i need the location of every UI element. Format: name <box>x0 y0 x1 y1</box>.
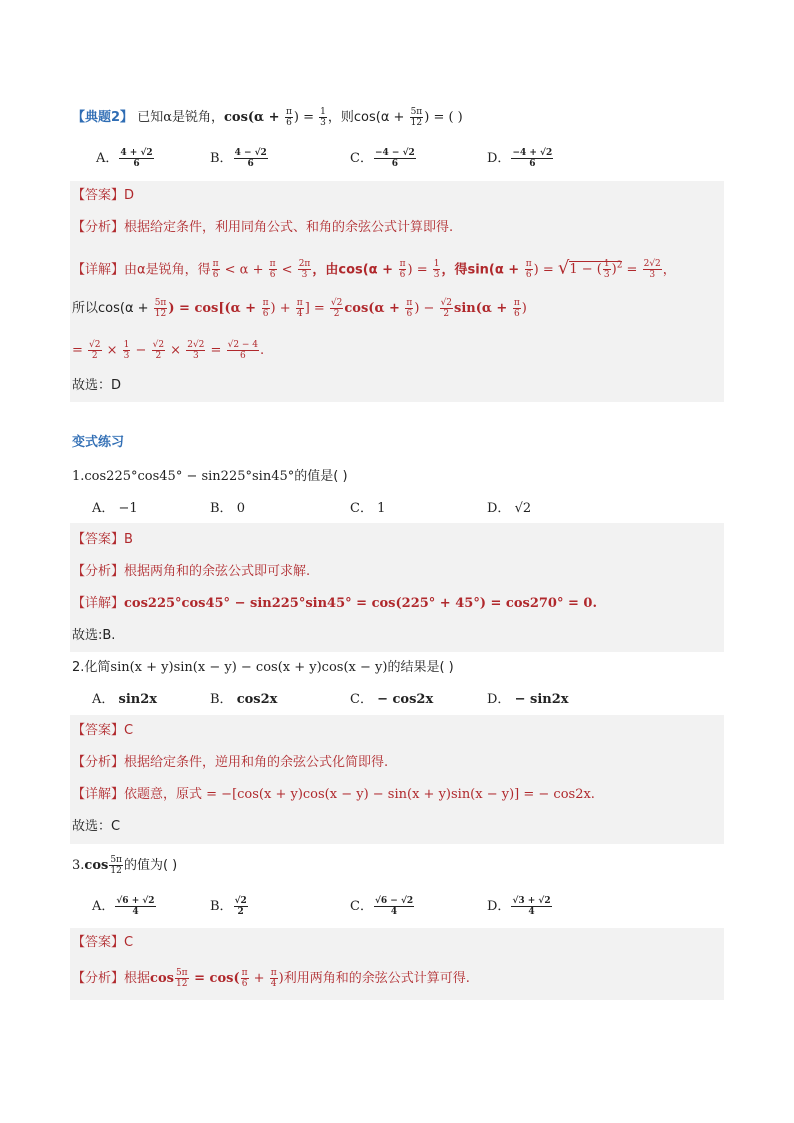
fraction: $\frac{\pi}{6}$ <box>286 107 292 128</box>
choose-row: 故选：D <box>72 378 122 393</box>
q1-detail: 【详解】cos225°cos45° − sin225°sin45° = cos(225° + 45°) = cos270° = 0. <box>72 596 597 611</box>
fraction: $\frac{1}{3}$ <box>320 107 326 128</box>
option-c: C． $\frac{-4 - √2}{6}$ <box>350 148 415 169</box>
example2-question <box>72 107 463 128</box>
question-text: α是锐角， <box>163 110 224 125</box>
q3-answer: 【答案】C <box>72 935 134 950</box>
option-d: D． $\frac{-4 + √2}{6}$ <box>487 148 553 169</box>
q1-stem: 1.cos225°cos45° − sin225°sin45°的值是( ) <box>72 469 348 484</box>
detail-row-1: 【详解】由α是锐角，得 $\frac{\pi}{6}$ < α + $\frac{\pi}{6}$ < $\frac{2\pi}{3}$ ，由cos(α + $\frac{\pi}{6}$ ) = $\frac{1}{3}$ ，得sin(α + $\frac{\pi}{6}$ ) = √1 − ( $\frac{1}{3}$ )$^2$ = $\frac{2√2}{3}$ ， <box>72 257 676 281</box>
question-math: ) = ( ) <box>424 110 463 125</box>
q3-stem: 3.cos $\frac{5\pi}{12}$ 的值为( ) <box>72 855 178 876</box>
q1-solution-panel <box>70 523 724 652</box>
solution-panel <box>70 181 724 402</box>
answer-row: 【答案】D <box>72 188 135 203</box>
question-math: cos(α + <box>223 110 284 125</box>
example-tag: 【典题2】 <box>72 110 134 125</box>
q1-analysis: 【分析】根据两角和的余弦公式即可求解. <box>72 564 311 579</box>
option-b: B． $\frac{4 - √2}{6}$ <box>210 148 267 169</box>
q2-answer: 【答案】C <box>72 723 134 738</box>
q2-analysis: 【分析】根据给定条件，逆用和角的余弦公式化简即得. <box>72 755 389 770</box>
q3-analysis: 【分析】根据cos $\frac{5\pi}{12}$ = cos( $\frac{\pi}{6}$ + $\frac{\pi}{4}$ )利用两角和的余弦公式计算可得. <box>72 968 470 989</box>
q2-solution-panel <box>70 715 724 844</box>
q2-choose: 故选：C <box>72 819 121 834</box>
question-text: ，则cos(α + <box>327 110 409 125</box>
detail-row-2: 所以cos(α + $\frac{5\pi}{12}$ ) = cos[(α + $\frac{\pi}{6}$ ) + $\frac{\pi}{4}$ ] = $\frac{√2}{2}$ cos(α + $\frac{\pi}{6}$ ) − $\frac{√2}{2}$ sin(α + $\frac{\pi}{6}$ ) <box>72 298 527 319</box>
question-math: ) = <box>293 110 319 125</box>
q2-option-a: A． sin2x <box>92 692 158 707</box>
q3-solution-panel <box>70 928 724 1000</box>
q1-option-c: C． 1 <box>350 501 386 516</box>
q3-option-b: B． $\frac{√2}{2}$ <box>210 896 247 917</box>
question-text: 已知 <box>137 110 164 125</box>
q3-option-a: A． $\frac{√6 + √2}{4}$ <box>92 896 155 917</box>
q1-option-a: A． −1 <box>92 501 138 516</box>
fraction: $\frac{5\pi}{12}$ <box>410 107 423 128</box>
q2-option-d: D． − sin2x <box>487 692 569 707</box>
q2-detail: 【详解】依题意，原式 = −[cos(x + y)cos(x − y) − sin(x + y)sin(x − y)] = − cos2x. <box>72 787 595 802</box>
q1-option-d: D． √2 <box>487 501 532 516</box>
q2-option-b: B． cos2x <box>210 692 278 707</box>
q1-option-b: B． 0 <box>210 501 245 516</box>
q1-choose: 故选:B. <box>72 628 116 643</box>
detail-row-3: = $\frac{√2}{2}$ × $\frac{1}{3}$ − $\frac{√2}{2}$ × $\frac{2√2}{3}$ = $\frac{√2 - 4}{6}$ . <box>72 340 265 361</box>
analysis-row: 【分析】根据给定条件，利用同角公式、和角的余弦公式计算即得. <box>72 220 454 235</box>
q3-option-c: C． $\frac{√6 - √2}{4}$ <box>350 896 414 917</box>
q3-option-d: D． $\frac{√3 + √2}{4}$ <box>487 896 551 917</box>
q1-answer: 【答案】B <box>72 532 133 547</box>
q2-option-c: C． − cos2x <box>350 692 434 707</box>
option-a: A． $\frac{4 + √2}{6}$ <box>96 148 153 169</box>
section-title: 变式练习 <box>72 435 125 450</box>
q2-stem: 2.化简sin(x + y)sin(x − y) − cos(x + y)cos(x − y)的结果是( ) <box>72 660 454 675</box>
